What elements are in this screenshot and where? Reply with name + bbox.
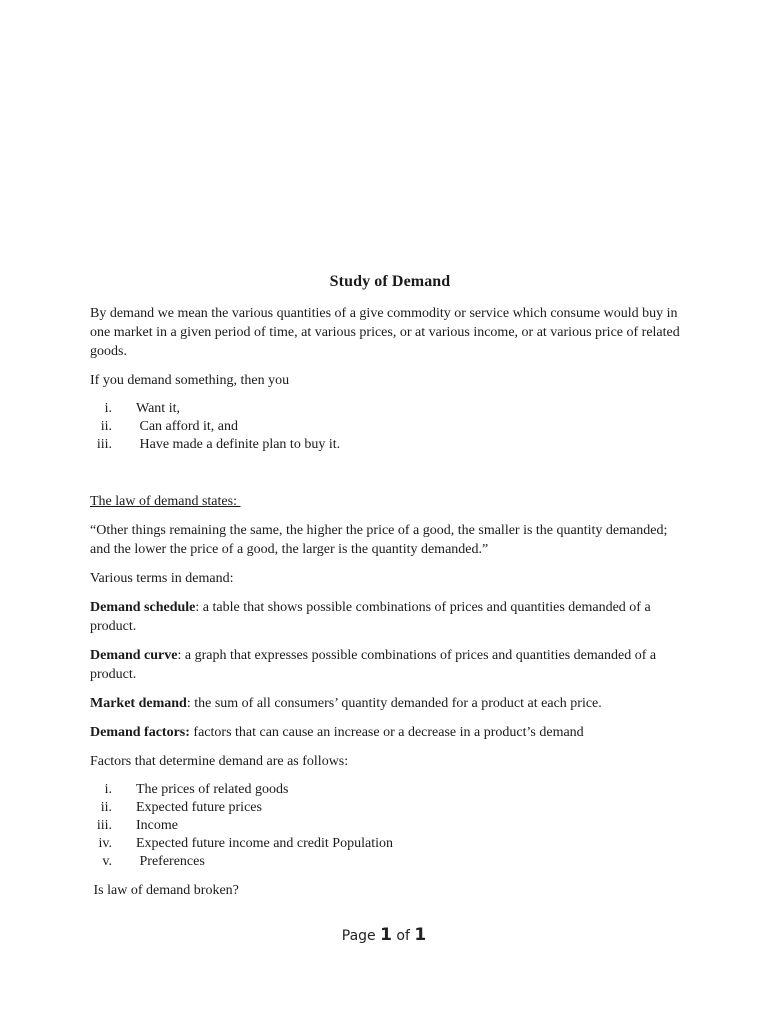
list-item-text: Income xyxy=(136,818,178,833)
list-item xyxy=(90,835,690,853)
law-heading-text: The law of demand states: xyxy=(90,494,241,509)
list-item-number: ii. xyxy=(100,800,112,815)
list-item-text: Can afford it, and xyxy=(136,419,238,434)
total-pages-number: 1 xyxy=(414,925,427,945)
list-item-number: iv. xyxy=(98,836,112,851)
list-item-text: Expected future income and credit Population xyxy=(136,836,393,851)
conditions-list xyxy=(90,400,690,454)
law-heading xyxy=(90,492,690,511)
terms-intro: Various terms in demand: xyxy=(90,571,234,586)
spacer xyxy=(90,871,690,881)
term-label: Demand schedule xyxy=(90,600,196,615)
list-item xyxy=(90,418,690,436)
term-demand-factors xyxy=(90,723,690,742)
question-paragraph: Is law of demand broken? xyxy=(90,883,239,898)
list-item-number: iii. xyxy=(96,437,112,452)
intro-paragraph: By demand we mean the various quantities of a give commodity or service which consume would buy in one market in a given period of time, at various prices, or at various income, or at various price of related goods. xyxy=(90,306,680,359)
term-definition: : a table that shows possible combinations of prices and quantities demanded of a product. xyxy=(90,600,651,634)
spacer xyxy=(90,454,690,492)
term-demand-curve xyxy=(90,646,690,684)
list-item-number: ii. xyxy=(100,419,112,434)
law-quote: “Other things remaining the same, the higher the price of a good, the smaller is the quantity demanded; and the lower the price of a good, the larger is the quantity demanded.” xyxy=(90,523,668,557)
document-title: Study of Demand xyxy=(329,273,451,290)
list-item-text: Preferences xyxy=(136,854,205,869)
list-item xyxy=(90,400,690,418)
term-definition: : the sum of all consumers’ quantity demanded for a product at each price. xyxy=(186,696,602,711)
list-item xyxy=(90,781,690,799)
term-demand-schedule xyxy=(90,598,690,636)
list-item-text: Have made a definite plan to buy it. xyxy=(136,437,341,452)
term-market-demand xyxy=(90,694,690,713)
list-item xyxy=(90,853,690,871)
term-definition: factors that can cause an increase or a decrease in a product’s demand xyxy=(189,725,584,740)
list-item xyxy=(90,436,690,454)
term-definition: : a graph that expresses possible combinations of prices and quantities demanded of a product. xyxy=(90,648,657,682)
of-word: of xyxy=(391,928,415,944)
term-label: Demand curve xyxy=(90,648,178,663)
list-item-text: Expected future prices xyxy=(136,800,262,815)
page-word: Page xyxy=(341,928,381,944)
document-body xyxy=(90,272,690,910)
factors-intro: Factors that determine demand are as follows: xyxy=(90,754,349,769)
term-label: Market demand xyxy=(90,696,187,711)
list-item xyxy=(90,799,690,817)
list-item-number: iii. xyxy=(96,818,112,833)
if-demand-paragraph: If you demand something, then you xyxy=(90,373,290,388)
page-footer xyxy=(0,925,768,945)
factors-list xyxy=(90,781,690,871)
list-item-number: i. xyxy=(104,401,112,416)
list-item xyxy=(90,817,690,835)
list-item-text: Want it, xyxy=(136,401,180,416)
list-item-number: v. xyxy=(102,854,112,869)
list-item-text: The prices of related goods xyxy=(136,782,289,797)
list-item-number: i. xyxy=(104,782,112,797)
term-label: Demand factors: xyxy=(90,725,190,740)
current-page-number: 1 xyxy=(380,925,392,945)
